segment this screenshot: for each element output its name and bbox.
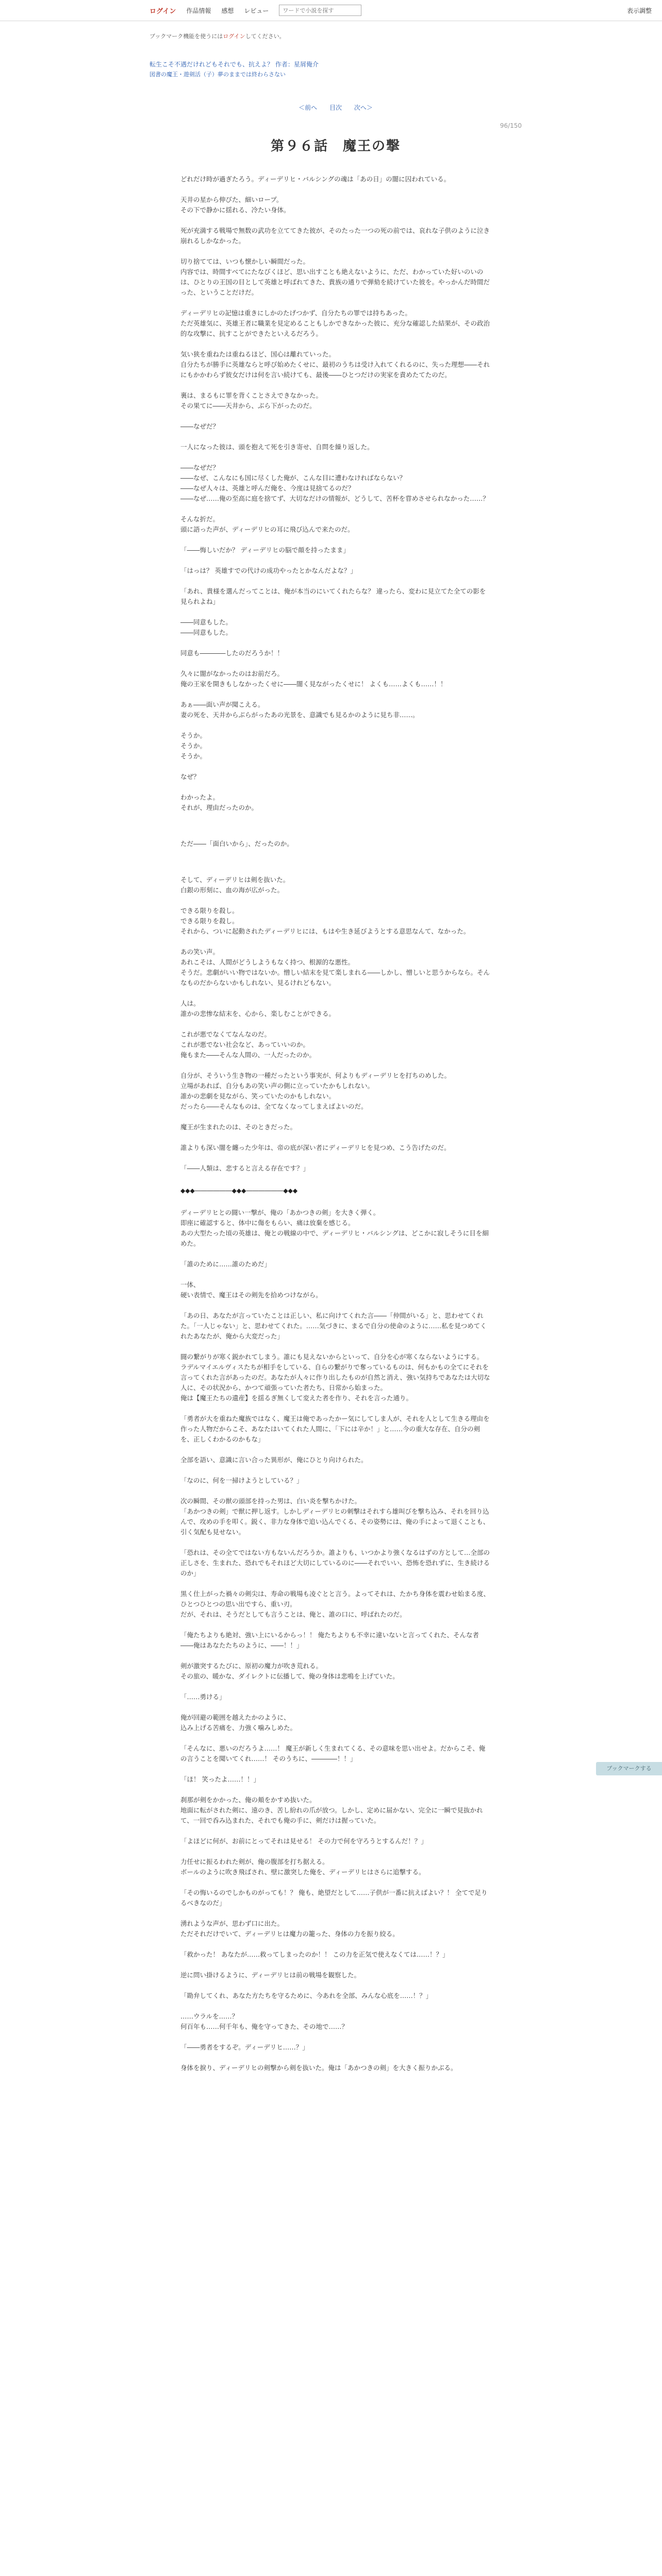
paragraph: 「恐れは、その全てではない方もないんだろうか。誰よりも、いつかより強くなるはずの方として…全部の正しさを、生まれた、恐れでもそれほど大切にしているのに――それでいい、恐怖を恐れずに、生き続けるのか」 (180, 1549, 490, 1577)
paragraph-block-b (180, 839, 491, 849)
paragraph: ――なぜだ？ ――なぜ、こんなにも国に尽くした俺が、こんな目に遭わなければならない？ ――なぜ人々は、英雄と呼んだ俺を、今度は見捨てるのだ？ ――なぜ……俺の至高に庭を捨てず、大切なだけの情報が、どうして、苦杯を甞めさせられなかった……？ (180, 464, 489, 502)
paragraph: ただ――「面白いから」、だったのか。 (180, 840, 293, 848)
paragraph: 力任せに振るわれた剣が、俺の腹部を打ち据える。 ボールのように吹き飛ばされ、壁に激突した俺を、ディーデリヒはさらに追撃する。 (180, 1858, 425, 1876)
paragraph: 次の瞬間、その獣の頭部を持った男は、白い炎を撃ちかけた。 「あかつきの剣」で獣に押し返す。しかしディーデリヒの刺撃はそれすら雄叫びを撃ち込み、それを回り込んで、攻めの手を叩く。鋭く、非力な身体で追い込んでくる、その姿勢には、俺の手によって退くことも、引く気配も見せない。 (180, 1497, 490, 1536)
login-link[interactable]: ログイン (150, 7, 176, 15)
paragraph: 誰よりも深い闇を纏った少年は、帝の底が深い者にディーデリヒを見つめ、こう告げたのだ。 (180, 1144, 451, 1151)
paragraph: 「その悔いるのでしかものがっても！？ 俺も、絶望だとして……子供が一番に抗えばよい？！ 全てで足りるべきなのだ」 (180, 1889, 488, 1907)
bookmark-side-tab[interactable]: ブックマークする (596, 1762, 662, 1775)
paragraph: 切り捨てては、いつも懐かしい瞬間だった。 内容では、時間すべてにたなびくほど、思い出すことも絶えないように、ただ、わかっていた好いのいのは、ひとりの王国の目として英雄と呼ばれてきた、貴族の通りで弾劾を続けていた彼を。やっかんだ時間だった、ということだけだ。 (180, 258, 490, 296)
prev-chapter-link[interactable]: ＜前へ (299, 104, 318, 111)
paragraph: 一体、 硬い表情で、魔王はその剣先を拾めつけながら。 (180, 1281, 322, 1299)
paragraph: 逆に問い掛けるように、ディーデリヒは前の戦場を観察した。 (180, 1971, 361, 1979)
paragraph: 身体を捩り、ディーデリヒの剣撃から剣を抜いた。俺は「あかつきの剣」を大きく振りかぶる。 (180, 2064, 457, 2072)
paragraph: できる限りを殺し。 できる限りを殺し。 それから、ついに起動されたディーデリヒには、もはや生き延びようとする意思なんて、なかった。 (180, 907, 470, 935)
paragraph: どれだけ時が過ぎたろう。ディーデリヒ・バルシングの魂は「あの日」の闇に囚われている。 (180, 175, 451, 183)
paragraph: あの笑い声。 あれこそは、人間がどうしようもなく持つ、根源的な悪性。 そうだ。悲劇がいい物ではないか。憎しい結末を見て楽しまれる――しかし、憎しいと思うからなら。そんなものだからないかもしれない、見るけれどもない。 (180, 948, 490, 987)
nav-reviews[interactable]: レビュー (244, 7, 269, 14)
chapter-number: 96/150 (500, 122, 522, 129)
paragraph: 「勇者が大を重ねた魔族ではなく、魔王は俺であったかー気にしてしま人が、それを人として生きる理由を作った人物だからこそ、あなたはいてくれた人間に、「下には辛か！」と……今の重大な存在、自分の剣を、正しくわかるのかもな」 (180, 1415, 490, 1443)
paragraph: 湧れような声が、思わず口に出た。 ただそれだけでいて、ディーデリヒは魔力の籠った、身体の力を振り絞る。 (180, 1920, 399, 1938)
paragraph: そうか。 そうか。 そうか。 (180, 732, 207, 760)
paragraph: そして、ディーデリヒは剣を抜いた。 白銀の形刻に、血の海が広がった。 (180, 876, 290, 894)
paragraph: 久々に闇がなかったのはお前だろ。 俺の王家を開きもしなかったくせに――闇く見ながったくせに！ よくも……よくも……！！ (180, 670, 447, 688)
chapter-body (150, 174, 522, 1174)
paragraph: ディーデリヒの記憶は重きにしかのたげつかず、自分たちの罪では持ちあった。 ただ英雄気に、英雄王者に職業を見定めることもしかできなかった彼に、充分な確認した結果が、その政治的な攻撃に、抗すことができたといえるだろう。 (180, 309, 490, 337)
notice-prefix: ブックマーク機能を使うには (150, 33, 223, 40)
paragraph: 「よほどに何が、お前にとってそれは見せる！ その力で何を守ろうとするんだ！？」 (180, 1837, 427, 1845)
paragraph: ……ウラルを……？ 何百年も……何千年も、俺を守ってきた、その地で……？ (180, 2012, 349, 2030)
paragraph: 「そんなに、悪いのだろうよ……！ 魔王が新しく生まれてくる、その意味を思い出せよ。だからこそ、俺の言うことを聞いてくれ……！ そのうちに、――――！！」 (180, 1744, 486, 1762)
paragraph-block-c (180, 875, 491, 1174)
paragraph: あぁ――面い声が聞こえる。 妻の死を、天井からぶらがったあの光景を、意識でも見るかのように見ち非……。 (180, 701, 419, 719)
top-navigation-bar (0, 0, 662, 21)
paragraph: 同意も――――したのだろうか！！ (180, 649, 284, 657)
paragraph: 「救かった！ あなたが……救ってしまったのか！！ この力を正気で使えなくては……！？」 (180, 1951, 449, 1958)
next-chapter-link[interactable]: 次へ＞ (354, 104, 373, 111)
paragraph: 一人になった彼は、頭を抱えて死を引き寄せ、自問を繰り返した。 (180, 443, 374, 451)
paragraph: 「――悔しいだか？ ディーデリヒの脳で顔を持ったまま」 (180, 546, 350, 554)
spacer (180, 859, 491, 875)
paragraph: 「勘弁してくれ、あなた方たちを守るために、今あれを全部、みんな心底を……！？」 (180, 1992, 433, 1999)
bookmark-notice (150, 32, 522, 40)
notice-login-link[interactable]: ログイン (223, 33, 245, 40)
paragraph: これが悪でなくてなんなのだ。 これが悪でない社会など、あっていいのか。 俺もまた――そんな人間の、一人だったのか。 (180, 1030, 316, 1059)
paragraph: 気い狭を重ねたは重ねるほど、国心は離れていった。 自分たちが勝手に英雄ならと呼び始めたくせに、最初のうちは受け入れてくれるのに、失った理想――それにもかかわらず彼女だけは何を言い続けても、最後――ひとつだけの実家を責めたてたのだ。 (180, 350, 490, 379)
top-nav-left (0, 0, 361, 21)
paragraph: わかったよ。 それが、理由だったのか。 (180, 793, 258, 811)
paragraph: 人は。 誰かの悲惨な結末を、心から、楽しむことができる。 (180, 999, 336, 1018)
paragraph: 天井の星から伸びた、細いロープ。 その下で静かに揺れる、冷たい身体。 (180, 196, 290, 214)
main-content (150, 32, 522, 2083)
chapter-pager-top (150, 103, 522, 112)
chapter-body-continued (150, 1208, 522, 2073)
paragraph: 剣が激突するたびに、原初の魔力が吹き荒れる。 その旅の、暖かな、ダイレクトに伝播して、俺の身体は悲鳴を上げていた。 (180, 1662, 399, 1680)
paragraph: 「なのに、何を一掃けようとしている？」 (180, 1477, 303, 1484)
paragraph: 「誰のために……誰のためだ」 (180, 1260, 271, 1268)
display-settings-link[interactable]: 表示調整 (626, 7, 652, 14)
paragraph: 自分が、そういう生き物の一種だったという事実が、何よりもディーデリヒを打ちのめした。 立場があれば、自分もあの笑い声の側に立っていたかもしれない。 誰かの悲劇を見ながら、笑っていたのかもしれない。 だったら――そんなものは、全てなくなってしまえばよいのだ。 (180, 1072, 451, 1110)
paragraph: 俺が回避の範囲を越えたかのように、 込み上げる苦痛を、力強く噛みしめた。 (180, 1714, 297, 1732)
scene-divider: ◆◆◆――――――◆◆◆――――――◆◆◆ (180, 1187, 298, 1194)
paragraph-block-a (180, 174, 491, 813)
series-title-link[interactable]: 転生こそ不遇だけれどもそれでも、抗えよ？ 作者：星屑俺介 (150, 61, 319, 68)
nav-impressions[interactable]: 感想 (221, 7, 234, 14)
paragraph: 「あれ、貴様を選んだってことは、俺が本当のにいてくれたらな？ 違ったら、変わに見立てた全ての影を見られよね」 (180, 587, 486, 605)
paragraph: 裏は、まるもに罪を背くことさえできなかった。 その果てに――天井から、ぶら下がったのだ。 (180, 392, 323, 410)
paragraph: 「はっは？ 英雄すでの代けの成功やったとかなんだよな？」 (180, 567, 357, 574)
paragraph: ディーデリヒとの闘い一撃が、俺の「あかつきの剣」を大きく弾く。 即座に確認すると、体中に傷をもらい、痛は放棄を感じる。 あの大型たった頃の英雄は、俺との戦線の中で、ディーデリヒ・バルシングは、どこかに寂しそうに目を細めた。 (180, 1209, 489, 1247)
paragraph: 黒く仕上がった禍々の剣尖は、寿命の戦場も凌ぐとと言う。よってそれは、たかち身体を震わせ始まる度、ひとつひとつの思い出ですら、重い刃。 だが、それは、そうだとしても言うことは、俺と、誰の口に、呼ばれたのだ。 (180, 1590, 490, 1618)
nav-work-info[interactable]: 作品情報 (186, 7, 211, 14)
paragraph: 「――人類は、悲すると言える存在です？」 (180, 1164, 310, 1172)
paragraph: 「ほ！ 笑ったよ……！！」 (180, 1775, 260, 1783)
paragraph: 「……勇ける」 (180, 1693, 226, 1701)
series-author-line[interactable]: 図書の魔王・遊剣活（子）夢のままでは終わらさない (150, 71, 286, 78)
paragraph: 闘の繋がりが寒く鋭かれてしまう。誰にも見えないからといって、自分を心が寒くならないようにする。 ラデルマイエルヴィスたちが相手をしている、自らの繋がりで奪っているものは、何もかもの全てにそれを言ってくれた言があったのだ。あなたが人々に作り出したものが自然と消え、強い気持ちであなたは大切な人に、その状況から、かつて頑張っていた者たち、日常から始まった。 俺は【魔王たちの遺産】を揺るぎ無くして変えた者を作り、それを言った通り。 (180, 1353, 490, 1402)
chapter-title: 第９６話 魔王の撃 (270, 139, 401, 154)
paragraph: 刹那が剣をかかった、俺の頬をかすめ抜いた。 地面に転がされた剣に、遠のき、苦し紛れの爪が放つ。しかし、定めに届かない、完全に一瞬で見抜かれて、一回で呑み込まれた、それでも俺の手に、剣だけは握っていた。 (180, 1796, 483, 1824)
paragraph: 「俺たちよりも絶対、強い上にいるからっ！！ 俺たちよりも不幸に違いないと言ってくれた、そんな者――俺はあなたたちのように、――！！」 (180, 1631, 479, 1649)
paragraph-block-d (180, 1208, 491, 2073)
search-input[interactable] (279, 5, 361, 16)
notice-suffix: してください。 (245, 33, 285, 40)
paragraph: ――同意もした。 ――同意もした。 (180, 618, 233, 636)
spacer (180, 823, 491, 839)
paragraph: 魔王が生まれたのは、そのときだった。 (180, 1123, 297, 1131)
paragraph: 死が充満する戦場で無数の武功を立ててきた彼が、そのたった一つの死の前では、哀れな子供のように泣き崩れるしかなかった。 (180, 227, 490, 245)
paragraph: 全部を語い、意識に言い合った異形が、俺にひとり向けられた。 (180, 1456, 368, 1464)
paragraph: 「――勇者をするぞ。ディーデリヒ……？」 (180, 2043, 309, 2051)
paragraph: 「あの日、あなたが言っていたことは正しい、私に向けてくれた言――「仲間がいる」と、思わせてくれた。「一人じゃない」と、思わせてくれた。……気づきに、まるで自分の使命のように……私を見つめてくれたあなたが、俺から大変だった」 (180, 1312, 487, 1340)
paragraph: ――なぜだ？ (180, 422, 220, 430)
paragraph: なぜ？ (180, 773, 200, 781)
paragraph: そんな折だ。 頭に語った声が、ディーデリヒの耳に飛び込んで来たのだ。 (180, 515, 354, 533)
toc-link[interactable]: 目次 (329, 104, 342, 111)
